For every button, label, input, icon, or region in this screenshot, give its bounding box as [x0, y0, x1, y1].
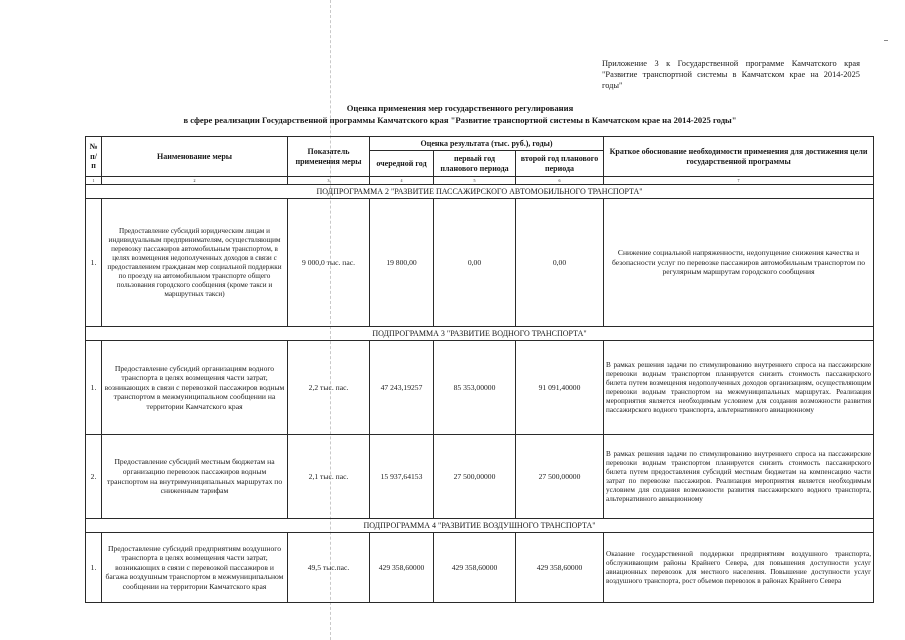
- appendix-note: Приложение 3 к Государственной программе Камчатского края "Развитие транспортной системы в Камчатском крае на 2014-2025 годы": [602, 59, 860, 90]
- title-line-1: Оценка применения мер государственного регулирования: [346, 103, 574, 113]
- measure-name: Предоставление субсидий предприятиям воздушного транспорта в целях возмещения части затрат, возникающих в связи с перевозкой пассажиров и багажа воздушным транспортом в межмуниципальном сообщении на территории Камчатского края: [102, 533, 288, 603]
- measure-rationale: Оказание государственной поддержки предприятиям воздушного транспорта, обслуживающим районы Крайнего Севера, для повышения доступности услуг авиационных перевозок для местного населения. Повышение доступности услуг воздушного транспорта, рост объемов перевозок в районах Крайнего Севера: [604, 533, 874, 603]
- table-row: [86, 341, 874, 435]
- measure-rationale: Снижение социальной напряженности, недопущение снижения качества и безопасности услуг по перевозке пассажиров автомобильным транспортом по регулярным маршрутам городского сообщения: [604, 199, 874, 327]
- value-year-1: 15 937,64153: [370, 435, 434, 519]
- value-year-3: 0,00: [516, 199, 604, 327]
- header-year-1: очередной год: [370, 151, 434, 177]
- measure-rationale: В рамках решения задачи по стимулированию внутреннего спроса на пассажирские перевозки водным транспортом планируется снизить стоимость пассажирского билета путем возмещения недополученных доходов организациям, осуществляющим перевозки водным транспортом на межмуниципальных маршрутах. Реализация мероприятия является необходимым условием для создания возможности развития пассажирского водного транспорта, альтернативного авиационному: [604, 341, 874, 435]
- measure-rationale: В рамках решения задачи по стимулированию внутреннего спроса на пассажирские перевозки водным транспортом планируется снизить стоимость пассажирского билета путем предоставления субсидий местным бюджетам на компенсацию части затрат по перевозке пассажиров. Реализация мероприятия является необходимым условием для создания возможности развития пассажирского водного транспорта, альтернативного авиационному: [604, 435, 874, 519]
- section-title: ПОДПРОГРАММА 3 "РАЗВИТИЕ ВОДНОГО ТРАНСПОРТА": [86, 327, 874, 341]
- scan-edge-mark: [884, 40, 888, 41]
- measure-indicator: 2,1 тыс. пас.: [288, 435, 370, 519]
- measure-name: Предоставление субсидий юридическим лицам и индивидуальным предпринимателям, осуществляющим перевозку пассажиров автомобильным транспортом, в целях возмещения недополученных доходов в связи с предоставлением гражданам мер социальной поддержки по проезду на автомобильном транспорте общего пользования городского сообщения (кроме такси и маршрутных такси): [102, 199, 288, 327]
- table-row: [86, 435, 874, 519]
- value-year-1: 429 358,60000: [370, 533, 434, 603]
- header-year-3: второй год планового периода: [516, 151, 604, 177]
- section-title: ПОДПРОГРАММА 2 "РАЗВИТИЕ ПАССАЖИРСКОГО АВТОМОБИЛЬНОГО ТРАНСПОРТА": [86, 185, 874, 199]
- column-number: 4: [370, 177, 434, 185]
- section-header-row: [86, 185, 874, 199]
- value-year-1: 47 243,19257: [370, 341, 434, 435]
- row-num: 2.: [86, 435, 102, 519]
- value-year-2: 85 353,00000: [434, 341, 516, 435]
- table-row: [86, 199, 874, 327]
- value-year-1: 19 800,00: [370, 199, 434, 327]
- section-title: ПОДПРОГРАММА 4 "РАЗВИТИЕ ВОЗДУШНОГО ТРАНСПОРТА": [86, 519, 874, 533]
- document-title: [150, 102, 770, 126]
- header-rationale: Краткое обоснование необходимости применения для достижения цели государственной программы: [604, 137, 874, 177]
- column-number: 6: [516, 177, 604, 185]
- column-number-row: [86, 177, 874, 185]
- header-indicator: Показатель применения меры: [288, 137, 370, 177]
- column-number: 5: [434, 177, 516, 185]
- value-year-3: 27 500,00000: [516, 435, 604, 519]
- table-row: [86, 533, 874, 603]
- column-number: 2: [102, 177, 288, 185]
- value-year-3: 91 091,40000: [516, 341, 604, 435]
- row-num: 1.: [86, 341, 102, 435]
- measure-name: Предоставление субсидий местным бюджетам на организацию перевозок пассажиров водным транспортом на внутримуниципальных маршрутах по сниженным тарифам: [102, 435, 288, 519]
- row-num: 1.: [86, 199, 102, 327]
- measure-indicator: 2,2 тыс. пас.: [288, 341, 370, 435]
- value-year-2: 27 500,00000: [434, 435, 516, 519]
- measure-indicator: 49,5 тыс.пас.: [288, 533, 370, 603]
- column-number: 7: [604, 177, 874, 185]
- section-header-row: [86, 519, 874, 533]
- section-header-row: [86, 327, 874, 341]
- title-line-2: в сфере реализации Государственной программы Камчатского края "Развитие транспортной системы в Камчатском крае на 2014-2025 годы": [183, 115, 737, 125]
- column-number: 1: [86, 177, 102, 185]
- row-num: 1.: [86, 533, 102, 603]
- value-year-2: 0,00: [434, 199, 516, 327]
- header-year-2: первый год планового периода: [434, 151, 516, 177]
- header-name: Наименование меры: [102, 137, 288, 177]
- header-estimate-group: Оценка результата (тыс. руб.), годы): [370, 137, 604, 151]
- measure-name: Предоставление субсидий организациям водного транспорта в целях возмещения части затрат, возникающих в связи с перевозкой пассажиров водным транспортом в межмуниципальном сообщении на территории Камчатского края: [102, 341, 288, 435]
- value-year-2: 429 358,60000: [434, 533, 516, 603]
- column-number: 3: [288, 177, 370, 185]
- value-year-3: 429 358,60000: [516, 533, 604, 603]
- measures-table: [85, 136, 874, 603]
- measure-indicator: 9 000,0 тыс. пас.: [288, 199, 370, 327]
- header-num: № п/п: [86, 137, 102, 177]
